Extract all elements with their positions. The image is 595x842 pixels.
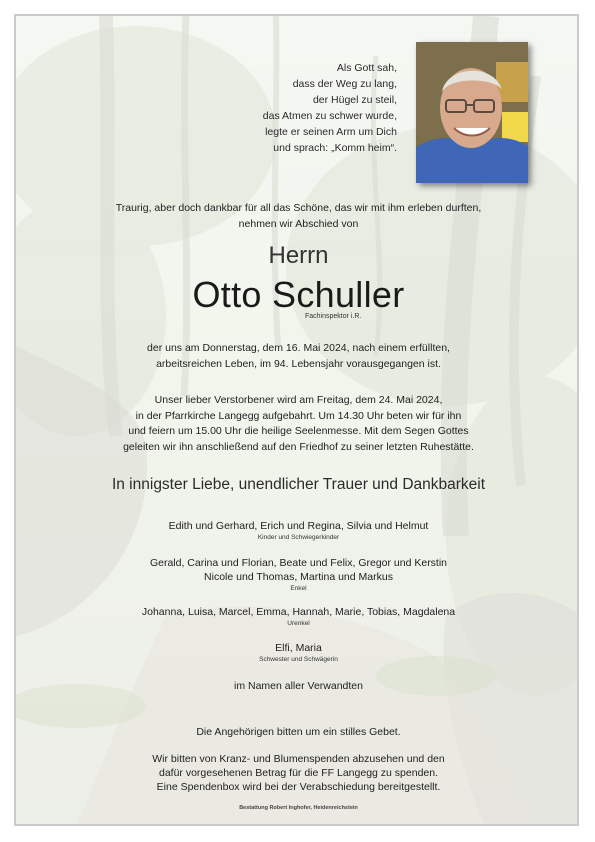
- poem-line: Als Gott sah,: [336, 62, 397, 74]
- mourner-names: Nicole und Thomas, Martina und Markus: [204, 571, 393, 583]
- relatives-line: im Namen aller Verwandten: [234, 680, 363, 692]
- honorific: Herrn: [268, 242, 329, 269]
- funeral-line: in der Pfarrkirche Langegg aufgebahrt. Um 14.30 Uhr beten wir für ihn: [135, 409, 462, 422]
- donation-request: [16, 752, 579, 794]
- donation-line: dafür vorgesehenen Betrag für die FF Langegg zu spenden.: [158, 767, 439, 779]
- job-title: Fachinspektor i.R.: [305, 313, 362, 320]
- death-notice-line: arbeitsreichen Leben, im 94. Lebensjahr vorausgegangen ist.: [156, 357, 441, 370]
- mourner-names: Gerald, Carina und Florian, Beate und Felix, Gregor und Kerstin: [149, 557, 448, 569]
- poem-line: und sprach: „Komm heim“.: [273, 142, 397, 154]
- funeral-line: Unser lieber Verstorbener wird am Freitag, dem 24. Mai 2024,: [154, 394, 443, 406]
- mourner-group-siblings: [16, 641, 579, 664]
- mourner-role: Urenkel: [287, 620, 310, 627]
- mourner-group-great-grandchildren: [16, 605, 579, 628]
- donation-line: Wir bitten von Kranz- und Blumenspenden abzusehen und den: [152, 753, 445, 765]
- deceased-name: Otto Schuller: [192, 274, 405, 315]
- mourner-role: Enkel: [290, 585, 307, 592]
- funeral-line: geleiten wir ihn anschließend auf den Friedhof zu seiner letzten Ruhestätte.: [123, 440, 474, 453]
- mourner-group-children: [16, 519, 579, 542]
- donation-line: Eine Spendenbox wird bei der Verabschiedung bereitgestellt.: [156, 781, 441, 793]
- poem-line: dass der Weg zu lang,: [292, 78, 397, 90]
- parte-card: [14, 14, 579, 826]
- funeral-details: [16, 393, 579, 455]
- poem-line: legte er seinen Arm um Dich: [265, 126, 397, 138]
- funeral-home-credit: Bestattung Robert Inghofer, Heidenreichstein: [239, 805, 358, 811]
- mourner-names: Johanna, Luisa, Marcel, Emma, Hannah, Marie, Tobias, Magdalena: [141, 606, 456, 618]
- poem: [97, 60, 397, 156]
- death-notice-line: der uns am Donnerstag, dem 16. Mai 2024, nach einem erfüllten,: [147, 342, 450, 354]
- mourner-role: Kinder und Schwiegerkinder: [257, 534, 340, 541]
- mourner-names: Elfi, Maria: [275, 642, 322, 654]
- poem-line: der Hügel zu steil,: [312, 94, 397, 106]
- mourning-heading: In innigster Liebe, unendlicher Trauer und Dankbarkeit: [111, 476, 486, 493]
- intro-line: Traurig, aber doch dankbar für all das Schöne, das wir mit ihm erleben durften,: [115, 202, 482, 214]
- funeral-line: und feiern um 15.00 Uhr die heilige Seelenmesse. Mit dem Segen Gottes: [128, 425, 469, 437]
- death-notice: [16, 341, 579, 372]
- mourner-role: Schwester und Schwägerin: [259, 656, 338, 663]
- mourner-names: Edith und Gerhard, Erich und Regina, Silvia und Helmut: [168, 520, 429, 532]
- intro-text: [16, 200, 579, 232]
- intro-line: nehmen wir Abschied von: [238, 218, 359, 230]
- portrait-photo: [416, 42, 528, 183]
- prayer-request: Die Angehörigen bitten um ein stilles Gebet.: [196, 726, 401, 738]
- mourner-group-grandchildren: [16, 556, 579, 593]
- poem-line: das Atmen zu schwer wurde,: [262, 110, 397, 122]
